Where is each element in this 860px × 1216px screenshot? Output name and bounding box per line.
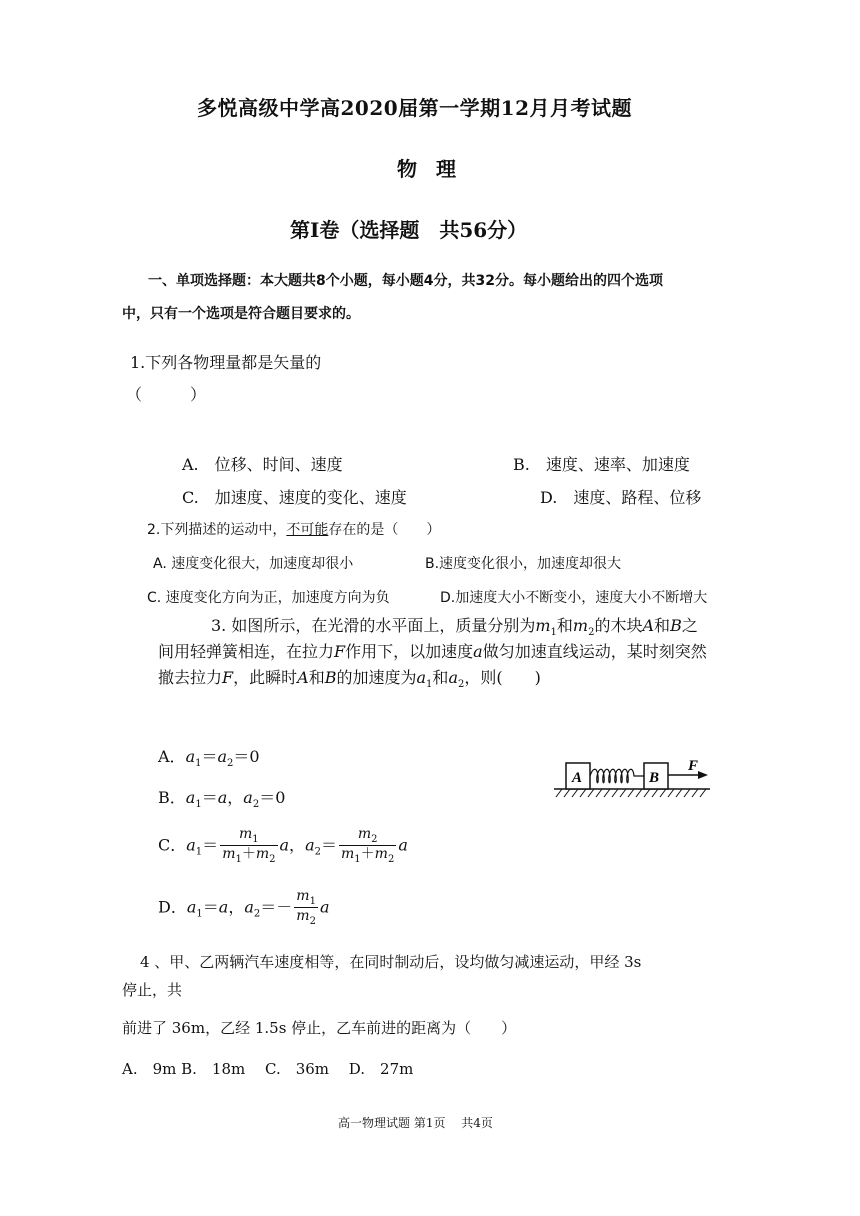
q3-line3-d: 的加速度为 [336, 668, 417, 687]
section-instruction-line1: 一、单项选择题：本大题共8个小题，每小题4分，共32分。每小题给出的四个选项 [148, 273, 663, 289]
q3-line3-f: ，则( ) [464, 668, 541, 687]
q3-d-fraction: $\frac{m_1}{m_2}$ [296, 888, 316, 928]
block-b-label: B [649, 770, 660, 786]
q3-option-d-label: D． [158, 897, 187, 917]
q1-option-d: D. 速度、路程、位移 [540, 488, 702, 507]
q3-line3-a: 撤去拉力 [158, 668, 223, 687]
q3-line2: 间用轻弹簧相连，在拉力F作用下，以加速度a做匀加速直线运动，某时刻突然 [158, 642, 707, 661]
spring [590, 769, 644, 783]
q3-line3-c: 和 [308, 668, 325, 687]
volume-title: 第Ⅰ卷（选择题 共56分） [290, 218, 528, 242]
q3-figure-spring-blocks [552, 755, 714, 803]
q2-stem-post: 存在的是（ ） [328, 522, 441, 538]
q3-line1-and2: 和 [654, 616, 671, 635]
q4-line1: 4 、甲、乙两辆汽车速度相等，在同时制动后，设均做匀减速运动，甲经 3s [140, 953, 642, 971]
q3-line3-b: ，此瞬时 [233, 668, 298, 687]
q3-line2-a: 间用轻弹簧相连，在拉力 [158, 642, 335, 661]
q3-option-b-label: B． [158, 788, 186, 807]
q3-line1-block: 的木块 [594, 616, 643, 635]
q1-option-c: C. 加速度、速度的变化、速度 [182, 488, 407, 507]
q3-line1-text: 3. 如图所示，在光滑的水平面上，质量分别为 [211, 616, 536, 635]
q4-options: A. 9m B. 18m C. 36m D. 27m [122, 1060, 414, 1078]
q1-option-b: B. 速度、速率、加速度 [513, 455, 690, 474]
q3-line2-c: 做匀加速直线运动，某时刻突然 [482, 642, 707, 661]
q2-option-a: A. 速度变化很大，加速度却很小 [153, 556, 354, 572]
q3-c-fraction-2: $\frac{m_2}{m_1+m_2}$ [341, 826, 395, 866]
q3-line3: 撤去拉力F，此瞬时A和B的加速度为$a_1$和$a_2$，则( ) [158, 668, 541, 691]
q3-c-fraction-1: $\frac{m_1}{m_1+m_2}$ [222, 826, 276, 866]
force-arrowhead-icon [698, 771, 708, 779]
q3-line3-e: 和 [432, 668, 449, 687]
q3-option-b: B．$a_1=a$，$a_2=0$ [158, 788, 286, 811]
exam-title: 多悦高级中学高2020届第一学期12月月考试题 [197, 96, 632, 120]
q3-option-c: C．$a_1=$ $\frac{m_1}{m_1+m_2}$ a，$a_2=$ $\frac{m_2}{m_1+m_2}$ a [158, 826, 408, 866]
q2-stem-pre: 2.下列描述的运动中， [147, 522, 287, 538]
q1-option-a: A. 位移、时间、速度 [182, 455, 343, 474]
page-footer: 高一物理试题 第1页 共4页 [338, 1116, 493, 1130]
section-instruction-line2: 中，只有一个选项是符合题目要求的。 [122, 306, 360, 322]
q3-option-d: D．$a_1=a$，$a_2=-$ $\frac{m_1}{m_2}$ a [158, 888, 330, 928]
q2-stem-underlined: 不可能 [286, 522, 329, 538]
q4-line3: 前进了 36m，乙经 1.5s 停止，乙车前进的距离为（ ） [122, 1019, 517, 1037]
q3-line1-end: 之 [681, 616, 698, 635]
q4-line2: 停止，共 [122, 981, 183, 999]
q3-line1-and1: 和 [556, 616, 573, 635]
q2-stem [147, 519, 440, 539]
block-a-label: A [572, 770, 583, 786]
q3-option-a-label: A． [158, 747, 186, 766]
force-label: F [688, 758, 699, 774]
q2-option-b: B.速度变化很小，加速度却很大 [425, 556, 622, 572]
q1-bracket: （ ） [126, 385, 207, 404]
q3-option-c-label: C． [158, 835, 187, 855]
q3-line1: 3. 如图所示，在光滑的水平面上，质量分别为$m_1$和$m_2$的木块A和B之 [211, 616, 698, 639]
q2-option-c: C. 速度变化方向为正，加速度方向为负 [147, 590, 390, 606]
q3-option-a: A．$a_1=a_2=0$ [158, 747, 260, 770]
q1-stem: 1.下列各物理量都是矢量的 [130, 353, 322, 372]
q2-option-d: D.加速度大小不断变小，速度大小不断增大 [440, 590, 708, 606]
q3-line2-b: 作用下，以加速度 [345, 642, 474, 661]
subject-title: 物 理 [397, 157, 462, 181]
